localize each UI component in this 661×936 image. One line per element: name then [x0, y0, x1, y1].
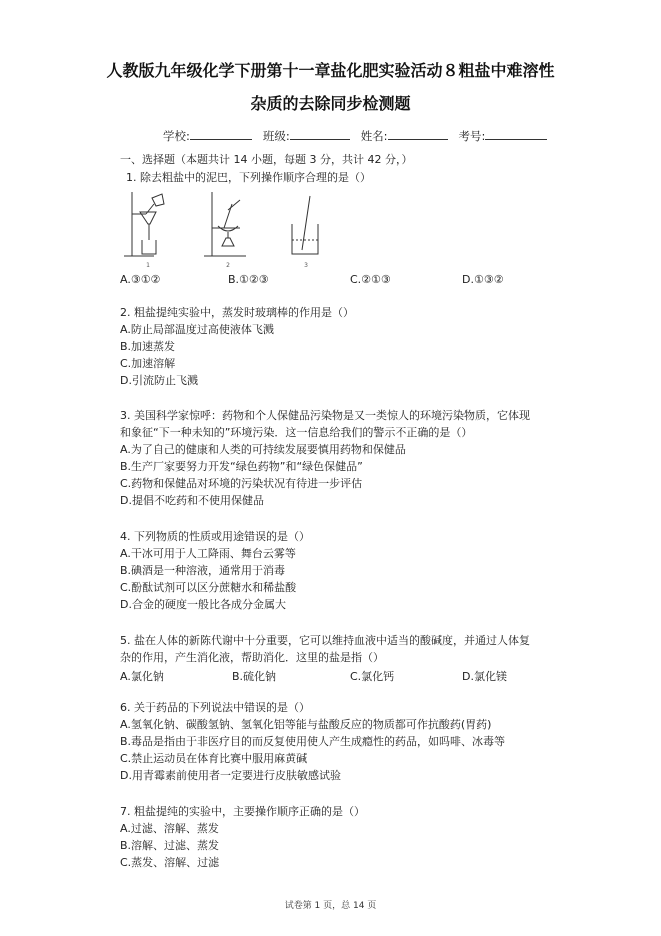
apparatus-figures — [120, 190, 340, 270]
question-3-stem-line-2: 和象征“下一种未知的”环境污染．这一信息给我们的警示不正确的是（） — [120, 426, 473, 439]
q3-option-d[interactable]: D.提倡不吃药和不使用保健品 — [120, 494, 264, 507]
q5-option-a[interactable]: A.氯化钠 — [120, 670, 164, 683]
student-info — [163, 127, 547, 144]
question-3-stem-line-1: 3. 美国科学家惊呼：药物和个人保健品污染物是又一类惊人的环境污染物质，它体现 — [120, 409, 530, 422]
q2-option-d[interactable]: D.引流防止飞溅 — [120, 374, 198, 387]
class-label: 班级: — [262, 129, 290, 143]
q1-option-c[interactable]: C.②①③ — [350, 273, 391, 286]
section-heading: 一、选择题（本题共计 14 小题，每题 3 分，共计 42 分，） — [120, 153, 413, 166]
exam-no-field[interactable] — [485, 127, 547, 140]
question-5-stem-line-1: 5. 盐在人体的新陈代谢中十分重要，它可以维持血液中适当的酸碱度，并通过人体复 — [120, 634, 530, 647]
question-5-stem-line-2: 杂的作用，产生消化液，帮助消化．这里的盐是指（） — [120, 651, 384, 664]
question-2-stem: 2. 粗盐提纯实验中，蒸发时玻璃棒的作用是（） — [120, 306, 354, 319]
q1-option-d[interactable]: D.①③② — [462, 273, 504, 286]
figure-label-2: 2 — [226, 262, 230, 269]
evaporation-apparatus-figure — [204, 192, 246, 256]
q3-option-b[interactable]: B.生产厂家要努力开发“绿色药物”和“绿色保健品” — [120, 460, 363, 473]
question-4-stem: 4. 下列物质的性质或用途错误的是（） — [120, 530, 310, 543]
question-7-stem: 7. 粗盐提纯的实验中，主要操作顺序正确的是（） — [120, 805, 365, 818]
filtration-apparatus-figure — [124, 192, 164, 256]
q4-option-a[interactable]: A.干冰可用于人工降雨、舞台云雾等 — [120, 547, 296, 560]
figure-label-3: 3 — [304, 262, 308, 269]
q6-option-c[interactable]: C.禁止运动员在体育比赛中服用麻黄碱 — [120, 752, 308, 765]
q1-option-b[interactable]: B.①②③ — [228, 273, 269, 286]
q2-option-b[interactable]: B.加速蒸发 — [120, 340, 176, 353]
question-6-stem: 6. 关于药品的下列说法中错误的是（） — [120, 701, 310, 714]
q4-option-d[interactable]: D.合金的硬度一般比各成分金属大 — [120, 598, 286, 611]
title-line-2: 杂质的去除同步检测题 — [250, 94, 411, 113]
name-label: 姓名: — [360, 129, 388, 143]
q6-option-b[interactable]: B.毒品是指由于非医疗目的而反复使用使人产生成瘾性的药品，如吗啡、冰毒等 — [120, 735, 506, 748]
page-footer: 试卷第 1 页，总 14 页 — [284, 901, 377, 911]
school-label: 学校: — [163, 129, 190, 143]
q3-option-a[interactable]: A.为了自己的健康和人类的可持续发展要慎用药物和保健品 — [120, 443, 406, 456]
q4-option-c[interactable]: C.酚酞试剂可以区分蔗糖水和稀盐酸 — [120, 581, 297, 594]
figure-label-1: 1 — [146, 262, 150, 269]
q6-option-d[interactable]: D.用青霉素前使用者一定要进行皮肤敏感试验 — [120, 769, 341, 782]
q1-option-a[interactable]: A.③①② — [120, 273, 161, 286]
q5-option-b[interactable]: B.硫化钠 — [232, 670, 277, 683]
q2-option-c[interactable]: C.加速溶解 — [120, 357, 176, 370]
q2-option-a[interactable]: A.防止局部温度过高使液体飞溅 — [120, 323, 274, 336]
q7-option-b[interactable]: B.溶解、过滤、蒸发 — [120, 839, 220, 852]
dissolving-apparatus-figure — [292, 196, 318, 254]
exam-no-label: 考号: — [458, 129, 486, 143]
q7-option-c[interactable]: C.蒸发、溶解、过滤 — [120, 856, 220, 869]
question-1-stem: 1. 除去粗盐中的泥巴，下列操作顺序合理的是（） — [126, 171, 371, 184]
name-field[interactable] — [388, 127, 448, 140]
school-field[interactable] — [190, 127, 252, 140]
q5-option-d[interactable]: D.氯化镁 — [462, 670, 507, 683]
q6-option-a[interactable]: A.氢氧化钠、碳酸氢钠、氢氧化铝等能与盐酸反应的物质都可作抗酸药(胃药) — [120, 718, 492, 731]
class-field[interactable] — [290, 127, 350, 140]
q5-option-c[interactable]: C.氯化钙 — [350, 670, 395, 683]
q3-option-c[interactable]: C.药物和保健品对环境的污染状况有待进一步评估 — [120, 477, 363, 490]
q7-option-a[interactable]: A.过滤、溶解、蒸发 — [120, 822, 219, 835]
q4-option-b[interactable]: B.碘酒是一种溶液，通常用于消毒 — [120, 564, 286, 577]
title-line-1: 人教版九年级化学下册第十一章盐化肥实验活动８粗盐中难溶性 — [106, 61, 555, 80]
